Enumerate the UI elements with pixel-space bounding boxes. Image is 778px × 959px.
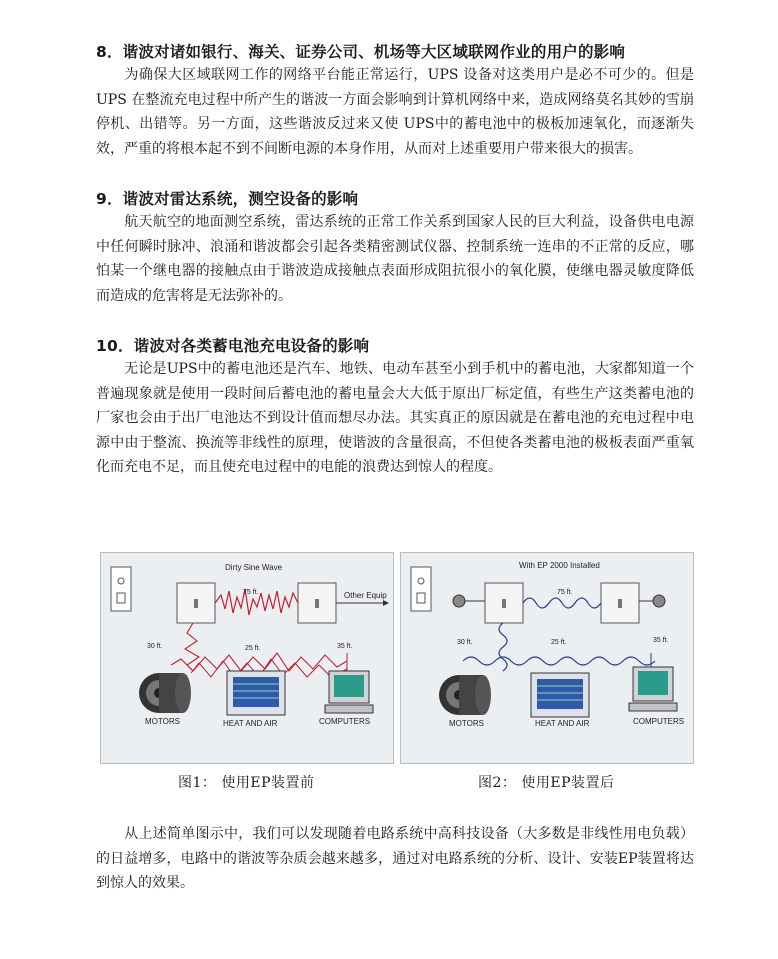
conclusion-paragraph: 从上述简单图示中，我们可以发现随着电路系统中高科技设备（大多数是非线性用电负载）的日益增多，电路中的谐波等杂质会越来越多，通过对电路系统的分析、设计、安装EP装置将达到惊人的效果。	[96, 826, 694, 891]
figure-2-title: With EP 2000 Installed	[519, 561, 600, 570]
figure-2-label-computers: COMPUTERS	[633, 717, 685, 726]
figure-2-label-motors: MOTORS	[449, 719, 484, 728]
figure-1-diagram	[100, 552, 394, 764]
figure-2-dist-long: 75 ft.	[557, 589, 573, 596]
figure-1-dist-long: 75 ft.	[243, 589, 259, 596]
figure-2-label-heat: HEAT AND AIR	[535, 719, 590, 728]
section-9-body: 航天航空的地面测空系统，雷达系统的正常工作关系到国家人民的巨大利益，设备供电电源中任何瞬时脉冲、浪涌和谐波都会引起各类精密测试仪器、控制系统一连串的不正常的反应，哪怕某一个继电器的接触点由于谐波造成接触点表面形成阻抗很小的氧化膜，使继电器灵敏度降低而造成的危害将是无法弥补的。	[96, 214, 694, 304]
figure-1-dist-c: 35 ft.	[337, 643, 353, 650]
figure-2-dist-a: 30 ft.	[457, 639, 473, 646]
section-8-body: 为确保大区域联网工作的网络平台能正常运行，UPS 设备对这类用户是必不可少的。但是UPS 在整流充电过程中所产生的谐波一方面会影响到计算机网络中来，造成网络莫名其妙的雪崩停机、出错等。另一方面，这些谐波反过来又使 UPS中的蓄电池中的极板加速氧化，而逐渐失效，严重的将根本起不到不间断电源的本身作用，从而对上述重要用户带来很大的损害。	[96, 67, 694, 157]
figure-2-diagram	[400, 552, 694, 764]
section-8-heading: 8．谐波对诸如银行、海关、证券公司、机场等大区域联网作业的用户的影响	[96, 43, 626, 61]
figure-1-label-heat: HEAT AND AIR	[223, 719, 278, 728]
section-10-body: 无论是UPS中的蓄电池还是汽车、地铁、电动车甚至小到手机中的蓄电池，大家都知道一个普遍现象就是使用一段时间后蓄电池的蓄电量会大大低于原出厂标定值，有些生产这类蓄电池的厂家也会由于出厂电池达不到设计值而想尽办法。其实真正的原因就是在蓄电池的充电过程中电源中由于整流、换流等非线性的原理，使谐波的含量很高，不但使各类蓄电池的极板表面严重氧化而充电不足，而且使充电过程中的电能的浪费达到惊人的程度。	[96, 361, 694, 475]
section-9-heading: 9．谐波对雷达系统，测空设备的影响	[96, 190, 359, 208]
figure-1-dist-b: 25 ft.	[245, 645, 261, 652]
figure-1-label-motors: MOTORS	[145, 717, 180, 726]
figure-1-title: Dirty Sine Wave	[225, 563, 283, 572]
figure-1-label-computers: COMPUTERS	[319, 717, 371, 726]
section-10-heading: 10．谐波对各类蓄电池充电设备的影响	[96, 337, 370, 355]
figure-2-dist-c: 35 ft.	[653, 637, 669, 644]
figure-1-caption: 图1： 使用EP装置前	[178, 775, 315, 791]
figure-1-other-equip: Other Equip	[344, 591, 387, 600]
figure-2-dist-b: 25 ft.	[551, 639, 567, 646]
figure-2-caption: 图2： 使用EP装置后	[478, 775, 615, 791]
figure-1-dist-a: 30 ft.	[147, 643, 163, 650]
